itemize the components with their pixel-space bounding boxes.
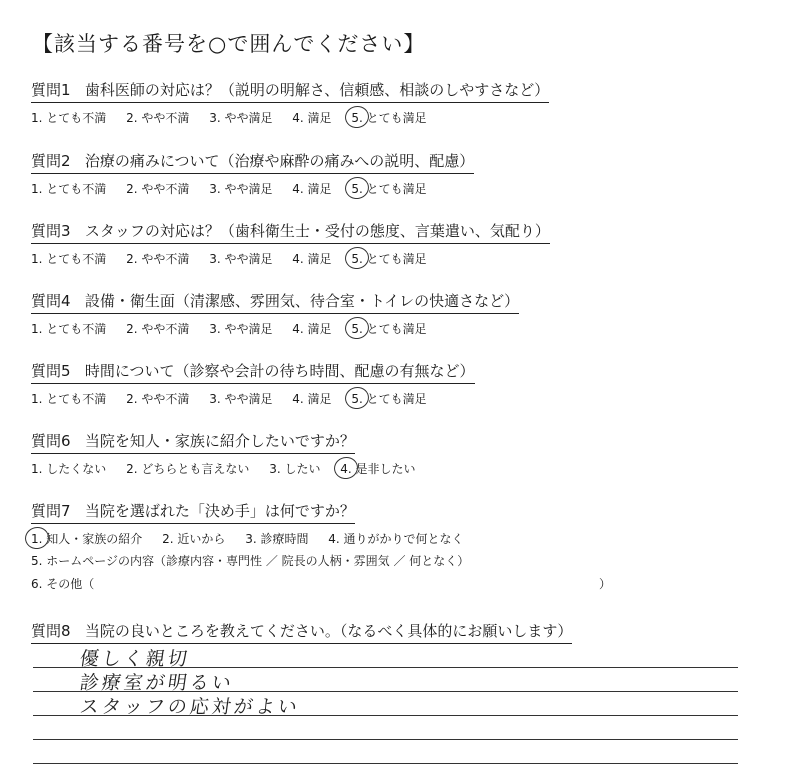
question-1 [31, 80, 549, 125]
option-3[interactable]: 3. やや満足 [209, 182, 273, 196]
option-2[interactable]: 2. どちらとも言えない [126, 462, 250, 476]
option-4[interactable]: 4. 満足 [292, 322, 332, 336]
other-label: 6. その他（ [31, 577, 95, 591]
option-1[interactable]: 1. したくない [31, 462, 107, 476]
question-8 [31, 621, 572, 644]
page-title: 【該当する番号を○で囲んでください】 [32, 32, 426, 56]
option-5-selected[interactable]: 5. とても満足 [351, 252, 427, 266]
question-text: 当院を選ばれた「決め手」は何ですか？ [84, 502, 355, 520]
option-1[interactable]: 1. とても不満 [31, 111, 107, 125]
other-close-paren: ） [599, 577, 612, 591]
question-title [31, 152, 474, 174]
question-number: 質問1 [31, 81, 71, 99]
question-number: 質問6 [31, 432, 71, 450]
question-2-options [31, 180, 474, 196]
question-text: 当院を知人・家族に紹介したいですか？ [84, 432, 355, 450]
option-4[interactable]: 4. 満足 [292, 111, 332, 125]
option-4[interactable]: 4. 満足 [292, 252, 332, 266]
answer-line [33, 739, 738, 740]
question-text: 治療の痛みについて（治療や麻酔の痛みへの説明、配慮） [84, 152, 475, 170]
question-text: スタッフの対応は？（歯科衛生士・受付の態度、言葉遣い、気配り） [84, 222, 550, 240]
option-2[interactable]: 2. やや不満 [126, 111, 190, 125]
question-text: 時間について（診察や会計の待ち時間、配慮の有無など） [84, 362, 475, 380]
option-3[interactable]: 3. 診療時間 [245, 532, 309, 546]
question-title [31, 362, 475, 384]
question-number: 質問8 [31, 622, 71, 640]
question-text: 当院の良いところを教えてください。（なるべく具体的にお願いします） [84, 622, 573, 640]
option-6-other[interactable] [31, 575, 611, 592]
option-3[interactable]: 3. やや満足 [209, 111, 273, 125]
question-title [31, 222, 550, 244]
question-number: 質問5 [31, 362, 71, 380]
question-number: 質問4 [31, 292, 71, 310]
option-2[interactable]: 2. 近いから [162, 532, 226, 546]
question-7 [31, 501, 611, 592]
option-2[interactable]: 2. やや不満 [126, 392, 190, 406]
option-1-selected[interactable]: 1. 知人・家族の紹介 [31, 532, 143, 546]
question-title [31, 622, 572, 644]
question-title [31, 81, 549, 103]
question-4-options [31, 320, 519, 336]
question-3-options [31, 250, 550, 266]
question-number: 質問3 [31, 222, 71, 240]
option-1[interactable]: 1. とても不満 [31, 182, 107, 196]
handwritten-answer-2: 診療室が明るい [78, 672, 236, 694]
option-3[interactable]: 3. やや満足 [209, 322, 273, 336]
option-1[interactable]: 1. とても不満 [31, 322, 107, 336]
option-2[interactable]: 2. やや不満 [126, 182, 190, 196]
question-title [31, 292, 519, 314]
question-text: 歯科医師の対応は？（説明の明解さ、信頼感、相談のしやすさなど） [84, 81, 550, 99]
question-6 [31, 431, 432, 476]
option-4[interactable]: 4. 満足 [292, 182, 332, 196]
question-title [31, 502, 355, 524]
question-5 [31, 361, 475, 406]
option-5-selected[interactable]: 5. とても満足 [351, 392, 427, 406]
option-1[interactable]: 1. とても不満 [31, 252, 107, 266]
question-text: 設備・衛生面（清潔感、雰囲気、待合室・トイレの快適さなど） [84, 292, 520, 310]
question-title [31, 432, 355, 454]
option-4[interactable]: 4. 通りがかりで何となく [328, 532, 464, 546]
question-5-options [31, 390, 475, 406]
option-2[interactable]: 2. やや不満 [126, 252, 190, 266]
question-6-options [31, 460, 432, 476]
option-3[interactable]: 3. したい [269, 462, 321, 476]
option-5-selected[interactable]: 5. とても満足 [351, 322, 427, 336]
question-number: 質問2 [31, 152, 71, 170]
question-4 [31, 291, 519, 336]
option-5[interactable]: 5. ホームページの内容（診療内容・専門性 ／ 院長の人柄・雰囲気 ／ 何となく） [31, 554, 470, 568]
answer-line [33, 763, 738, 764]
handwritten-answer-1: 優しく親切 [78, 648, 192, 670]
option-4[interactable]: 4. 満足 [292, 392, 332, 406]
option-5-selected[interactable]: 5. とても満足 [351, 111, 427, 125]
question-1-options [31, 109, 549, 125]
option-1[interactable]: 1. とても不満 [31, 392, 107, 406]
option-3[interactable]: 3. やや満足 [209, 252, 273, 266]
option-4-selected[interactable]: 4. 是非したい [340, 462, 416, 476]
question-number: 質問7 [31, 502, 71, 520]
option-2[interactable]: 2. やや不満 [126, 322, 190, 336]
question-2 [31, 151, 474, 196]
option-5-selected[interactable]: 5. とても満足 [351, 182, 427, 196]
question-7-options [31, 530, 611, 546]
handwritten-answer-3: スタッフの応対がよい [78, 696, 302, 718]
question-3 [31, 221, 550, 266]
option-3[interactable]: 3. やや満足 [209, 392, 273, 406]
